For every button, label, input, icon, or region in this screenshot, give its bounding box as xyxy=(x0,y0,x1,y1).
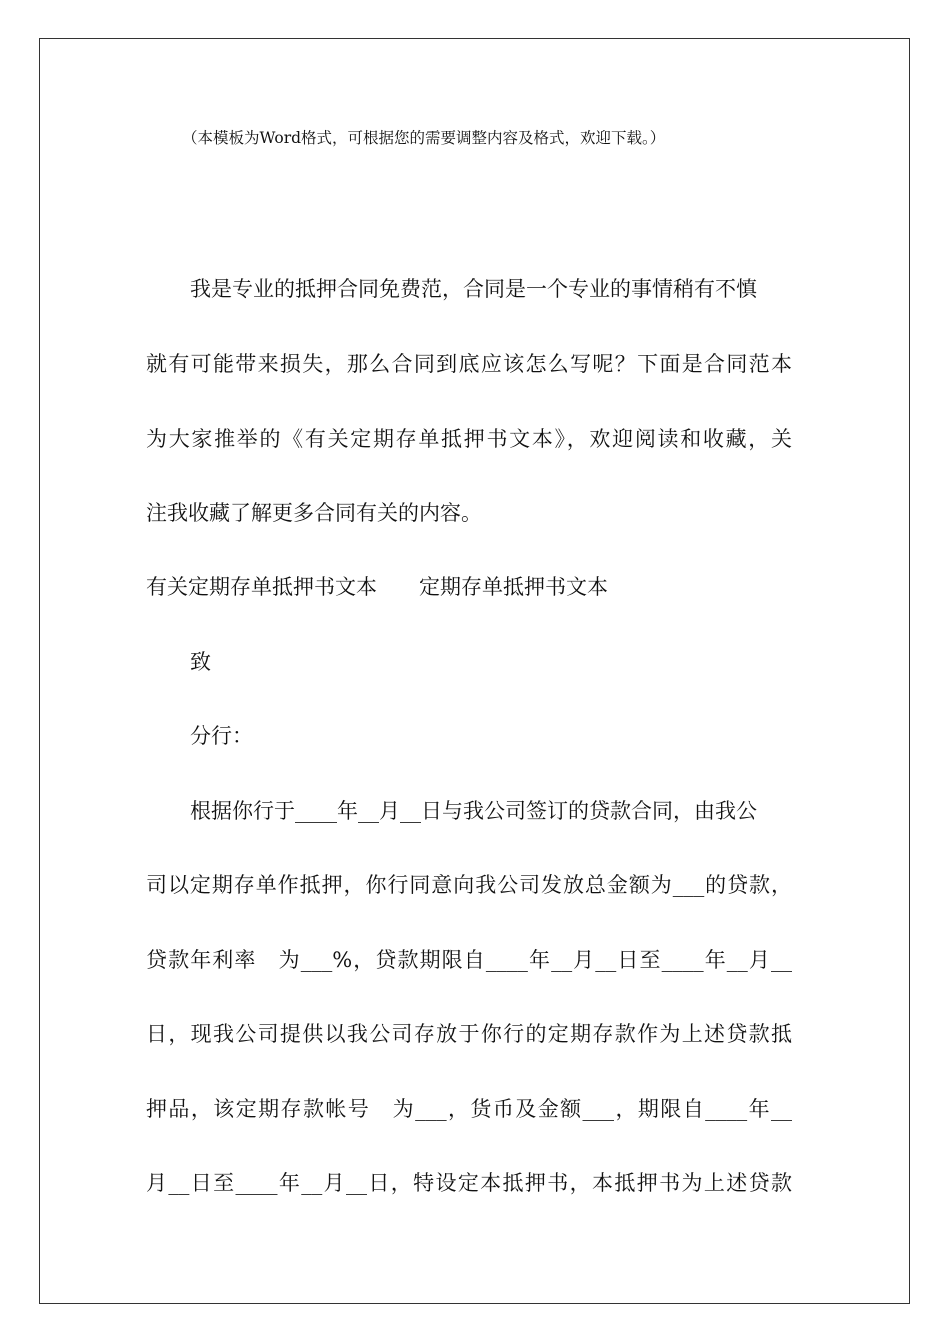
salutation-to: 致 xyxy=(190,650,211,674)
body-line-4: 日，现我公司提供以我公司存放于你行的定期存款作为上述贷款抵 xyxy=(146,1022,792,1046)
intro-line-2: 就有可能带来损失，那么合同到底应该怎么写呢？下面是合同范本 xyxy=(146,352,792,376)
intro-line-4: 注我收藏了解更多合同有关的内容。 xyxy=(146,501,482,525)
template-notice: （本模板为Word格式，可根据您的需要调整内容及格式，欢迎下载。） xyxy=(182,129,666,147)
intro-line-3: 为大家推举的《有关定期存单抵押书文本》，欢迎阅读和收藏，关 xyxy=(146,427,792,451)
intro-line-1: 我是专业的抵押合同免费范，合同是一个专业的事情稍有不慎 xyxy=(190,277,757,301)
body-line-5: 押品，该定期存款帐号 为___，货币及金额___，期限自____年__ xyxy=(146,1097,792,1121)
body-line-3: 贷款年利率 为___%，贷款期限自____年__月__日至____年__月__ xyxy=(146,948,792,972)
body-line-2: 司以定期存单作抵押，你行同意向我公司发放总金额为___的贷款， xyxy=(146,873,792,897)
body-line-6: 月__日至____年__月__日，特设定本抵押书，本抵押书为上述贷款 xyxy=(146,1171,792,1195)
salutation-branch: 分行： xyxy=(190,724,253,748)
body-line-1: 根据你行于____年__月__日与我公司签订的贷款合同，由我公 xyxy=(190,799,757,823)
document-title-line: 有关定期存单抵押书文本 定期存单抵押书文本 xyxy=(146,575,608,599)
